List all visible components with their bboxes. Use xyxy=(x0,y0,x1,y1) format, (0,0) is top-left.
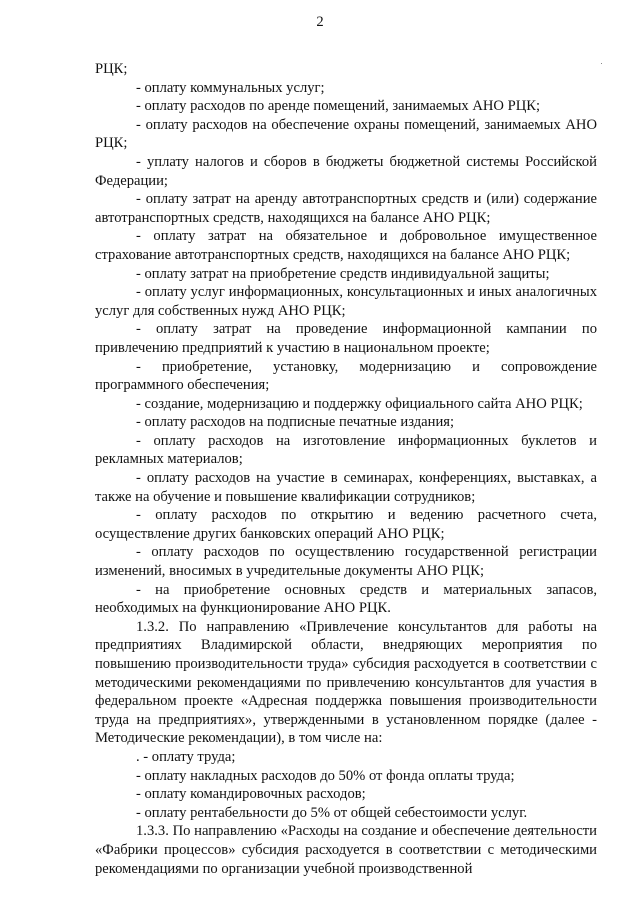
document-body xyxy=(95,60,597,878)
list-item-registration: - оплату расходов по осуществлению государственной регистрации изменений, вносимых в учредительные документы АНО РЦК; xyxy=(95,544,597,580)
list-item-booklets: - оплату расходов на изготовление информационных буклетов и рекламных материалов; xyxy=(95,432,597,468)
list-item-consulting-services: - оплату услуг информационных, консультационных и иных аналогичных услуг для собственных нужд АНО РЦК; xyxy=(95,284,597,319)
list-item-utilities: - оплату коммунальных услуг; xyxy=(136,79,325,96)
list-item-fixed-assets: - на приобретение основных средств и материальных запасов, необходимых на функционирование АНО РЦК. xyxy=(95,581,597,617)
list-item-website: - создание, модернизацию и поддержку официального сайта АНО РЦК; xyxy=(136,395,583,412)
list-item-software: - приобретение, установку, модернизацию и сопровождение программного обеспечения; xyxy=(95,358,597,394)
list-item-vehicle-insurance: - оплату затрат на обязательное и добровольное имущественное страхование автотранспортных средств, находящихся на балансе АНО РЦК; xyxy=(95,228,597,263)
list-item-info-campaign: - оплату затрат на проведение информационной кампании по привлечению предприятий к участию в национальном проекте; xyxy=(95,321,597,356)
scan-speck xyxy=(601,63,602,64)
list-item-labor: . - оплату труда; xyxy=(136,748,236,765)
page-number: 2 xyxy=(316,14,324,30)
list-item-overhead: - оплату накладных расходов до 50% от фонда оплаты труда; xyxy=(136,767,515,784)
section-1-3-2: 1.3.2. По направлению «Привлечение консультантов для работы на предприятиях Владимирской области, внедряющих мероприятия по повышению производительности труда» субсидия расходуется в соответствии с методическими рекомендациями по привлечению консультантов для участия в федеральном проекте «Адресная поддержка повышения производительности труда на предприятиях», утвержденными в установленном порядке (далее - Методические рекомендации), в том числе на: xyxy=(95,618,597,747)
list-item-travel: - оплату командировочных расходов; xyxy=(136,786,366,803)
list-item-seminars-training: - оплату расходов на участие в семинарах, конференциях, выставках, а также на обучение и повышение квалификации сотрудников; xyxy=(95,470,597,505)
list-item-subscriptions: - оплату расходов на подписные печатные издания; xyxy=(136,414,455,431)
list-item-profitability: - оплату рентабельности до 5% от общей себестоимости услуг. xyxy=(136,804,528,821)
list-item-bank-account: - оплату расходов по открытию и ведению расчетного счета, осуществление других банковских операций АНО РЦК; xyxy=(95,507,597,542)
section-1-3-3: 1.3.3. По направлению «Расходы на создание и обеспечение деятельности «Фабрики процессов» субсидия расходуется в соответствии с методическими рекомендациями по организации учебной производственной xyxy=(95,823,597,877)
list-item-vehicle-rent: - оплату затрат на аренду автотранспортных средств и (или) содержание автотранспортных средств, находящихся на балансе АНО РЦК; xyxy=(95,191,597,226)
paragraph-continuation: РЦК; xyxy=(95,61,128,77)
list-item-security: - оплату расходов на обеспечение охраны помещений, занимаемых АНО РЦК; xyxy=(95,116,597,152)
list-item-rent: - оплату расходов по аренде помещений, занимаемых АНО РЦК; xyxy=(136,98,541,115)
list-item-protective-equipment: - оплату затрат на приобретение средств индивидуальной защиты; xyxy=(136,265,550,282)
list-item-taxes: - уплату налогов и сборов в бюджеты бюджетной системы Российской Федерации; xyxy=(95,153,597,189)
